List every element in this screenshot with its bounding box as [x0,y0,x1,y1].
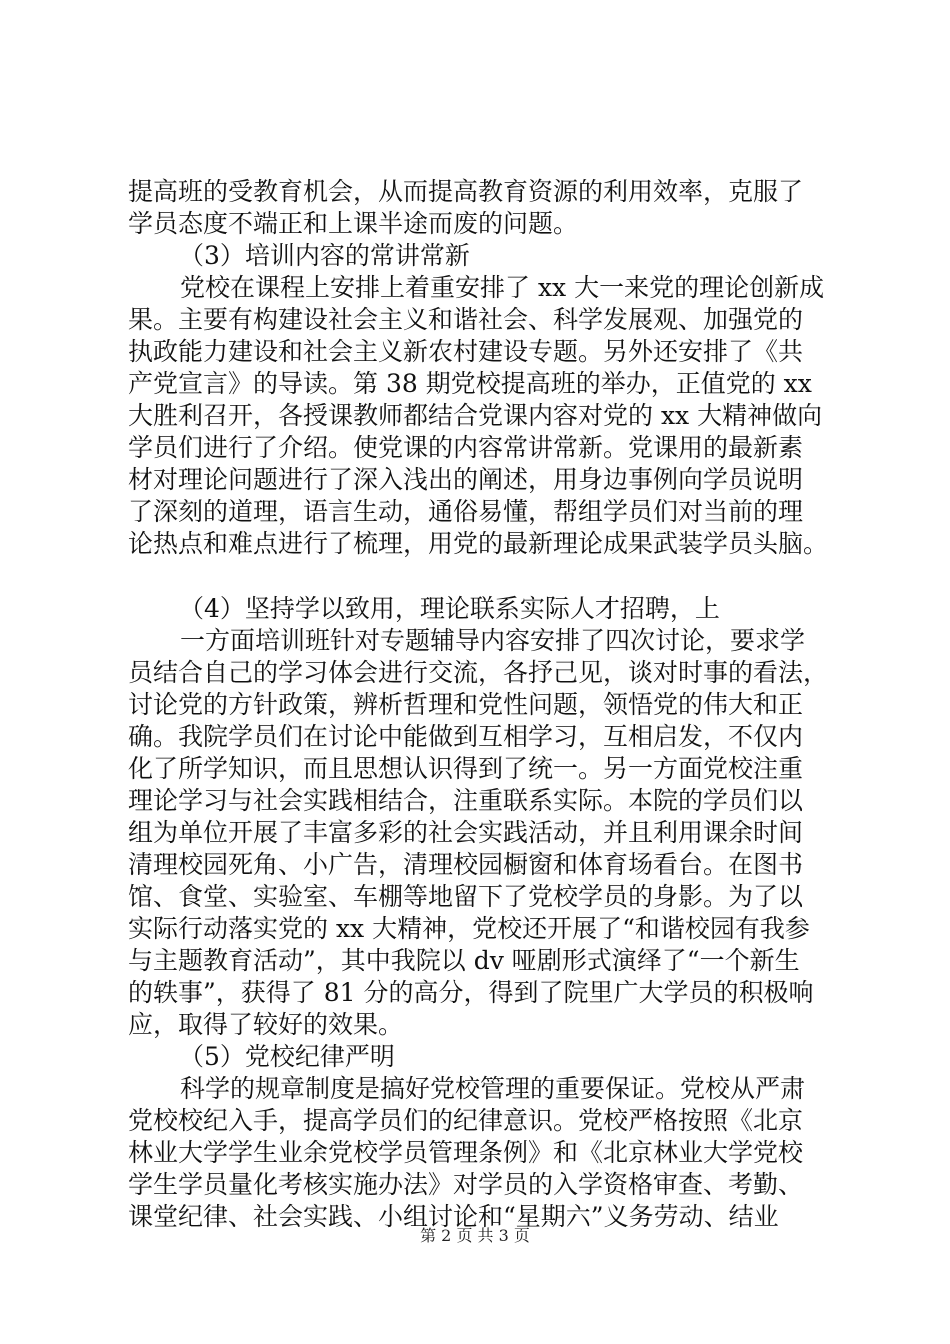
text-line: 学生学员量化考核实施办法》对学员的入学资格审查、考勤、 [128,1170,804,1199]
section-heading: （3）培训内容的常讲常新 [179,241,470,270]
text-line: 林业大学学生业余党校学员管理条例》和《北京林业大学党校 [128,1138,804,1167]
text-line: 化了所学知识，而且思想认识得到了统一。另一方面党校注重 [128,754,804,783]
text-line: 大胜利召开，各授课教师都结合党课内容对党的 xx 大精神做向 [128,401,823,430]
text-line: 科学的规章制度是搞好党校管理的重要保证。党校从严肃 [180,1074,806,1103]
text-line: 党校校纪入手，提高学员们的纪律意识。党校严格按照《北京 [128,1106,804,1135]
text-line: 清理校园死角、小广告，清理校园橱窗和体育场看台。在图书 [128,850,804,879]
text-line: 了深刻的道理，语言生动，通俗易懂，帮组学员们对当前的理 [128,497,804,526]
text-line: 果。主要有构建设社会主义和谐社会、科学发展观、加强党的 [128,305,804,334]
text-line: 产党宣言》的导读。第 38 期党校提高班的举办，正值党的 xx [128,369,812,398]
text-line: 理论学习与社会实践相结合，注重联系实际。本院的学员们以 [128,786,804,815]
text-line: 一方面培训班针对专题辅导内容安排了四次讨论，要求学 [180,626,806,655]
section-heading: （4）坚持学以致用，理论联系实际人才招聘，上 [179,594,720,623]
text-line: 学员态度不端正和上课半途而废的问题。 [128,209,579,238]
text-line: 确。我院学员们在讨论中能做到互相学习，互相启发，不仅内 [128,722,804,751]
text-line: 材对理论问题进行了深入浅出的阐述，用身边事例向学员说明 [128,465,804,494]
text-line: 课堂纪律、社会实践、小组讨论和“星期六”义务劳动、结业 [128,1202,779,1231]
text-line: 员结合自己的学习体会进行交流，各抒己见，谈对时事的看法， [128,658,829,687]
text-line: 论热点和难点进行了梳理，用党的最新理论成果武装学员头脑。 [128,529,829,558]
text-line: 党校在课程上安排上着重安排了 xx 大一来党的理论创新成 [180,273,825,302]
text-line: 与主题教育活动”，其中我院以 dv 哑剧形式演绎了“一个新生 [128,946,800,975]
text-line: 的轶事”，获得了 81 分的高分，得到了院里广大学员的积极响 [128,978,814,1007]
text-line: 馆、食堂、实验室、车棚等地留下了党校学员的身影。为了以 [128,882,804,911]
text-line: 实际行动落实党的 xx 大精神，党校还开展了“和谐校园有我参 [128,914,810,943]
text-line: 执政能力建设和社会主义新农村建设专题。另外还安排了《共 [128,337,804,366]
text-line: 讨论党的方针政策，辨析哲理和党性问题，领悟党的伟大和正 [128,690,804,719]
text-line: 组为单位开展了丰富多彩的社会实践活动，并且利用课余时间 [128,818,804,847]
page-footer: 第 2 页 共 3 页 [420,1226,530,1245]
section-heading: （5）党校纪律严明 [179,1042,395,1071]
text-line: 应，取得了较好的效果。 [128,1010,404,1039]
text-line: 学员们进行了介绍。使党课的内容常讲常新。党课用的最新素 [128,433,804,462]
text-line: 提高班的受教育机会，从而提高教育资源的利用效率，克服了 [128,177,804,206]
